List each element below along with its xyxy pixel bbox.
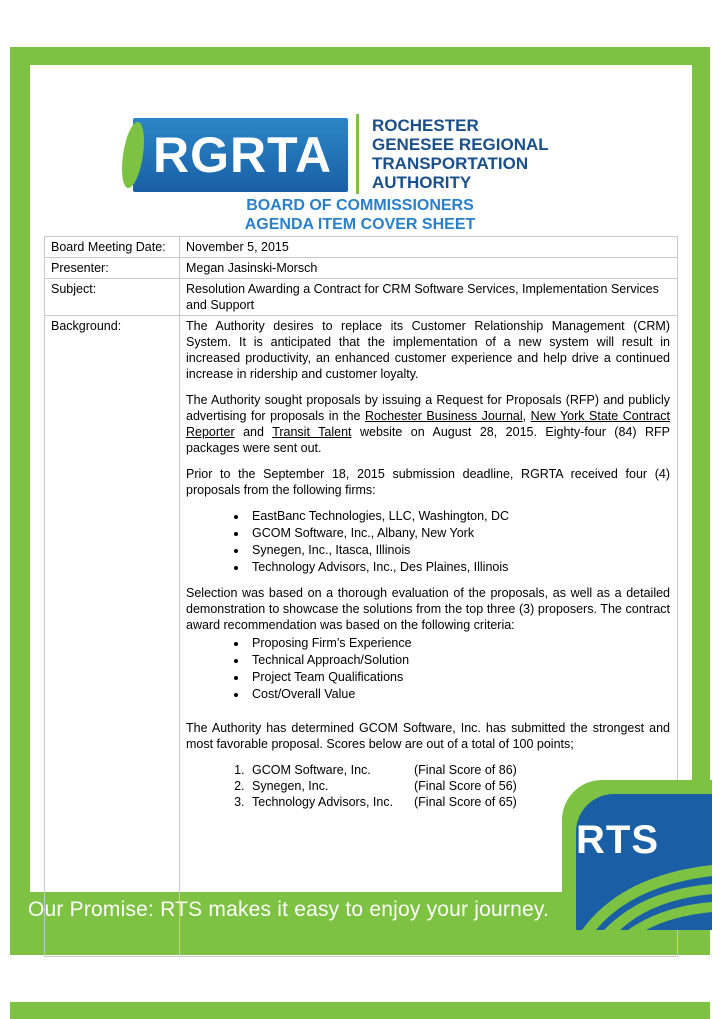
authority-line-2: GENESEE REGIONAL <box>372 135 549 154</box>
score-firm: GCOM Software, Inc. <box>252 763 371 777</box>
p2-text-b: , <box>522 409 531 423</box>
row-subject <box>45 279 678 316</box>
background-paragraph-3: Prior to the September 18, 2015 submission deadline, RGRTA received four (4) proposals from the following firms: <box>186 467 670 497</box>
rts-logo <box>562 780 712 930</box>
criteria-item: • Cost/Overall Value <box>248 686 670 702</box>
firm-item: • GCOM Software, Inc., Albany, New York <box>248 525 670 541</box>
firm-item: • Synegen, Inc., Itasca, Illinois <box>248 542 670 558</box>
logo-divider <box>356 114 359 194</box>
criteria-item: • Technical Approach/Solution <box>248 652 670 668</box>
authority-line-4: AUTHORITY <box>372 173 472 192</box>
authority-line-3: TRANSPORTATION <box>372 154 529 173</box>
firms-list <box>186 508 670 575</box>
score-firm: Technology Advisors, Inc. <box>252 795 394 809</box>
score-value: (Final Score of 56) <box>414 779 517 793</box>
background-paragraph-2 <box>186 392 670 456</box>
link-transit-talent: Transit Talent <box>272 425 352 439</box>
score-item <box>248 762 670 778</box>
score-firm: Synegen, Inc. <box>252 779 329 793</box>
document-subtitle: AGENDA ITEM COVER SHEET <box>244 216 476 233</box>
criteria-item: • Project Team Qualifications <box>248 669 670 685</box>
firm-item: • EastBanc Technologies, LLC, Washington, DC <box>248 508 670 524</box>
logo-wordmark: RGRTA <box>153 127 333 183</box>
label-background: Background: <box>45 316 180 957</box>
rts-swoosh-icon <box>562 780 712 930</box>
link-nys-contract-reporter: New York State Contract Reporter <box>186 409 670 439</box>
background-paragraph-5: The Authority has determined GCOM Software, Inc. has submitted the strongest and most favorable proposal. Scores below are out of a total of 100 points; <box>186 721 670 751</box>
rts-logo-text: RTS <box>576 818 659 862</box>
p2-text-d: website on August 28, 2015. Eighty-four (84) RFP packages were sent out. <box>186 425 670 455</box>
link-rochester-business-journal: Rochester Business Journal <box>364 409 523 423</box>
label-subject: Subject: <box>45 279 180 316</box>
value-presenter: Megan Jasinski-Morsch <box>180 258 678 279</box>
row-meeting-date <box>45 237 678 258</box>
score-value: (Final Score of 86) <box>414 763 517 777</box>
authority-name <box>372 116 572 192</box>
document-title: BOARD OF COMMISSIONERS <box>246 197 474 214</box>
criteria-list <box>186 635 670 702</box>
footer-promise: Our Promise: RTS makes it easy to enjoy your journey. <box>28 898 550 921</box>
p2-text-a: The Authority sought proposals by issuing a Request for Proposals (RFP) and publicly advertising for proposals in the <box>186 393 670 423</box>
background-paragraph-1: The Authority desires to replace its Customer Relationship Management (CRM) System. It is anticipated that the implementation of a new system will result in increased productivity, an enhanced customer experience and help drive a continued increase in ridership and customer loyalty. <box>186 319 670 381</box>
score-value: (Final Score of 65) <box>414 795 517 809</box>
background-paragraph-4: Selection was based on a thorough evaluation of the proposals, as well as a detailed demonstration to showcase the solutions from the top three (3) proposers. The contract award recommendation was based on the following criteria: <box>186 586 670 632</box>
label-presenter: Presenter: <box>45 258 180 279</box>
row-presenter <box>45 258 678 279</box>
value-subject: Resolution Awarding a Contract for CRM Software Services, Implementation Services and Support <box>180 279 678 316</box>
label-meeting-date: Board Meeting Date: <box>45 237 180 258</box>
value-meeting-date: November 5, 2015 <box>180 237 678 258</box>
p2-text-c: and <box>234 425 273 439</box>
firm-item: • Technology Advisors, Inc., Des Plaines, Illinois <box>248 559 670 575</box>
bottom-green-strip <box>10 1002 710 1019</box>
criteria-item: • Proposing Firm’s Experience <box>248 635 670 651</box>
authority-line-1: ROCHESTER <box>372 116 479 135</box>
rgrta-logo <box>133 118 348 192</box>
